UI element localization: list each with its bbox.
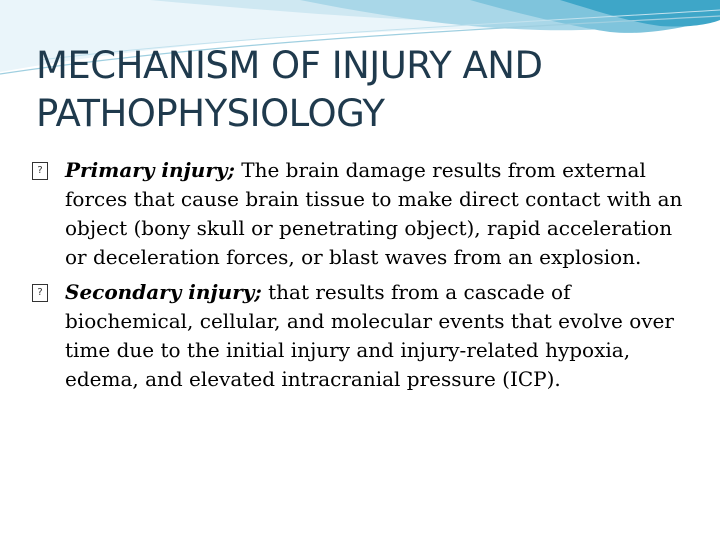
missing-glyph-bullet-icon: ? (32, 284, 48, 302)
slide-title (36, 42, 696, 138)
secondary-injury-text: that results from a cascade of biochemical, cellular, and molecular events that evolve over time due to the initial injury and injury-related hypoxia, edema, and elevated intracranial pressure (ICP). (65, 280, 674, 391)
term-primary-injury: Primary injury; (65, 158, 235, 182)
bullet-paragraph-secondary-injury (32, 278, 692, 394)
term-secondary-injury: Secondary injury; (65, 280, 262, 304)
slide-title-line-2: PATHOPHYSIOLOGY (36, 92, 385, 135)
primary-injury-text: The brain damage results from external forces that cause brain tissue to make direct contact with an object (bony skull or penetrating object), rapid acceleration or deceleration forces, or blast waves from an explosion. (65, 158, 683, 269)
slide-body (32, 156, 692, 400)
missing-glyph-bullet-icon: ? (32, 162, 48, 180)
slide-title-line-1: MECHANISM OF INJURY AND (36, 44, 543, 87)
bullet-paragraph-primary-injury (32, 156, 692, 272)
